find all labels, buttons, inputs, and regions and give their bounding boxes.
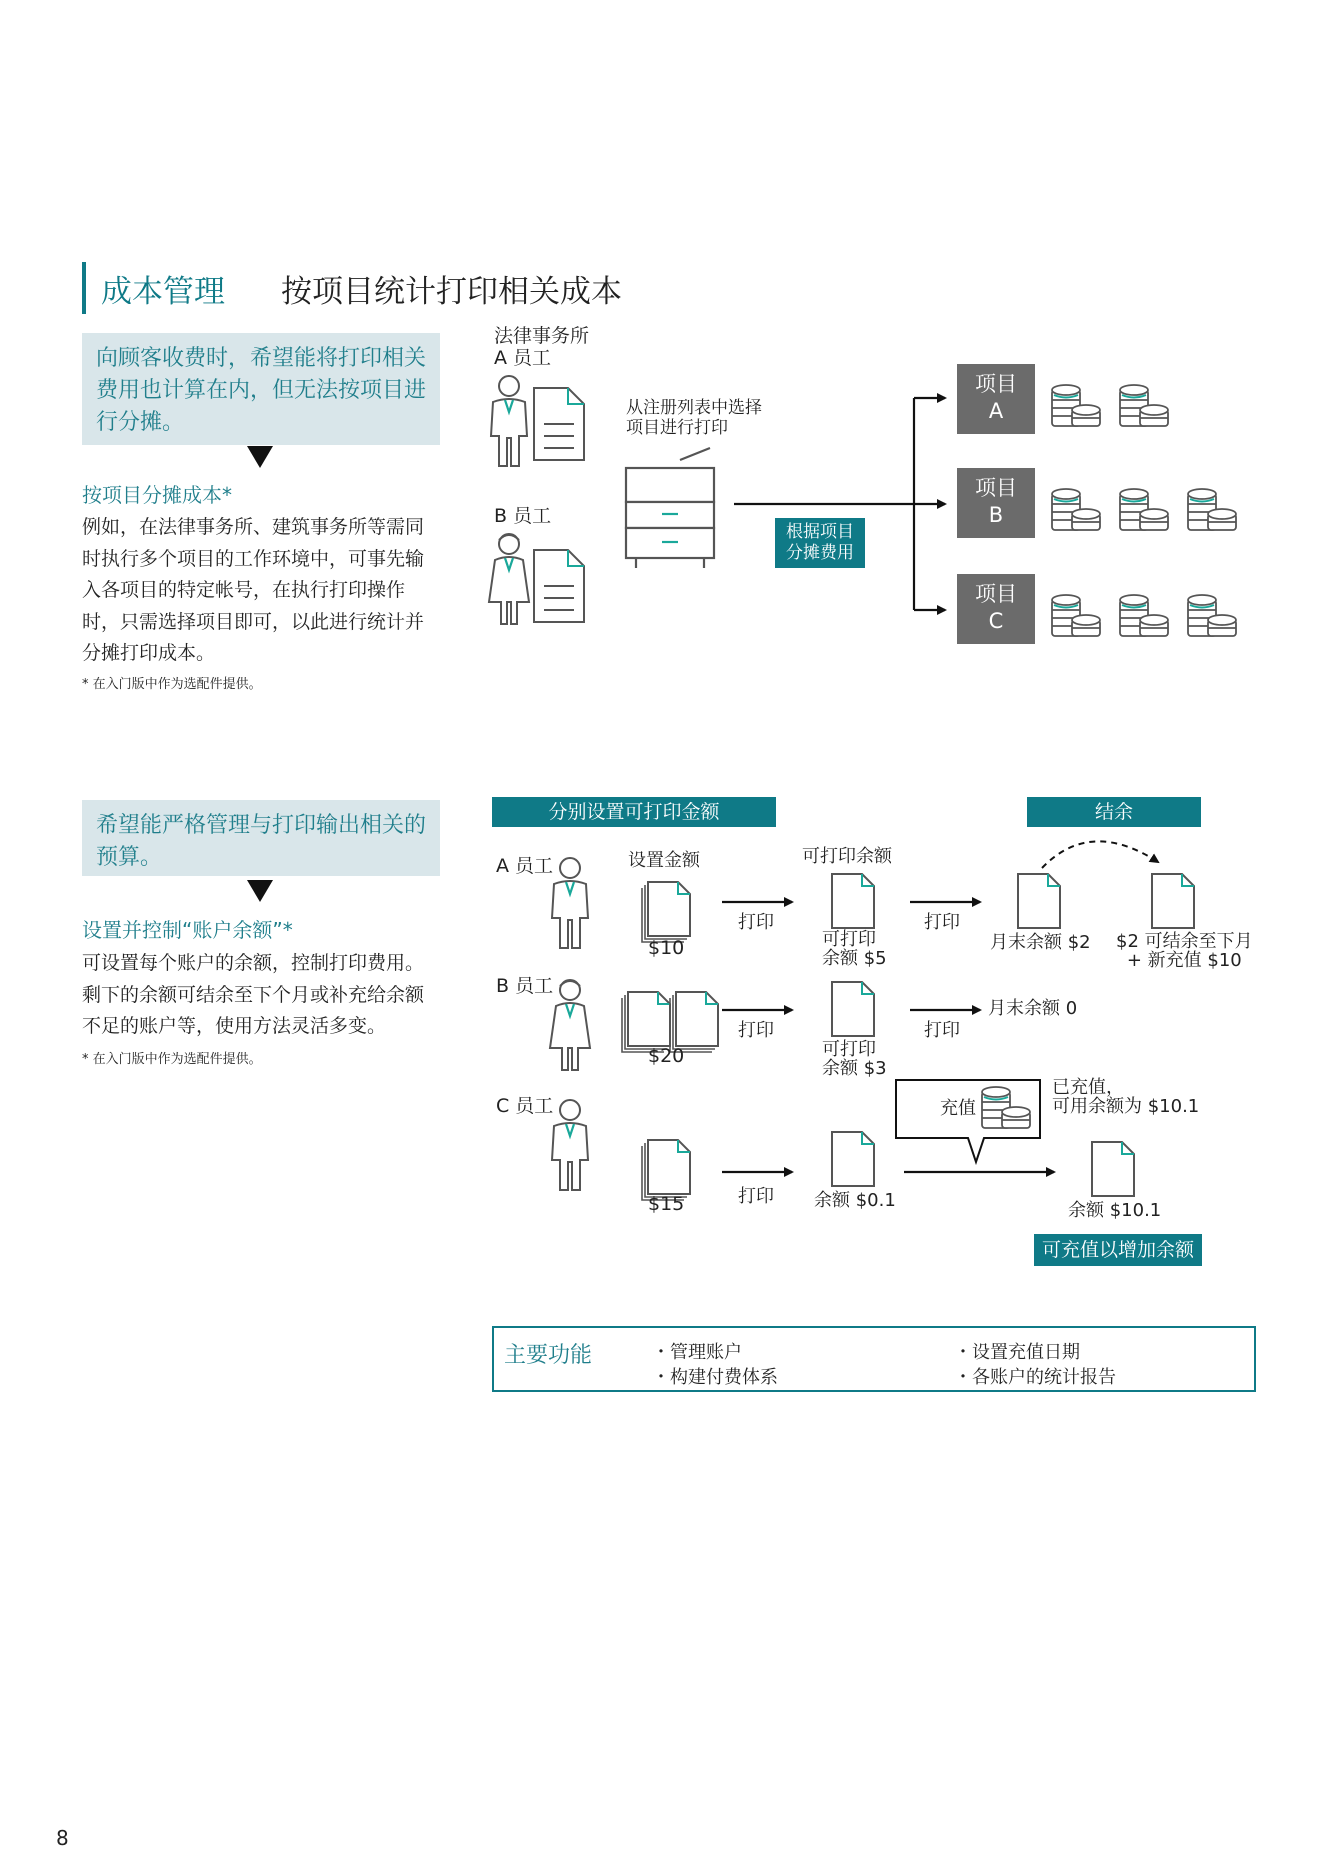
c-remaining-balance: 余额 $0.1	[814, 1190, 896, 1211]
main-features-title: 主要功能	[504, 1343, 593, 1368]
select-project-label-2: 项目进行打印	[626, 418, 728, 438]
b-printable-balance	[822, 1040, 887, 1078]
employee-b-label: B 员工	[494, 505, 552, 527]
project-b-letter: B	[988, 503, 1004, 527]
a-month-end-balance: 月末余额 $2	[990, 932, 1091, 953]
a-printable-line-1: 可打印	[822, 929, 876, 950]
main-features-box	[492, 1326, 1256, 1392]
employee-a-label: A 员工	[496, 855, 554, 877]
a-carry-line-1: $2 可结余至下月	[1116, 931, 1253, 952]
set-amount-column-label: 设置金额	[628, 850, 700, 871]
project-c-box	[957, 574, 1035, 644]
a-printable-line-2: 余额 $5	[822, 948, 887, 969]
recharged-line-2: 可用余额为 $10.1	[1052, 1096, 1200, 1117]
printable-balance-column-label: 可打印余额	[802, 846, 892, 867]
project-b-label: 项目	[975, 476, 1017, 500]
project-a-letter: A	[988, 399, 1004, 423]
a-set-amount: $10	[648, 937, 685, 959]
section1-body: 例如，在法律事务所、建筑事务所等需同时执行多个项目的工作环境中，可事先输入各项目的特定帐号，在执行打印操作时，只需选择项目即可，以此进行统计并分摊打印成本。	[82, 516, 425, 664]
allocate-line-1: 根据项目	[786, 522, 854, 542]
b-printable-line-2: 余额 $3	[822, 1058, 887, 1079]
page-title: 按项目统计打印相关成本	[281, 274, 622, 310]
header-set-amount: 分别设置可打印金额	[492, 797, 776, 827]
project-a-label: 项目	[975, 372, 1017, 396]
section2-subtitle: 设置并控制“账户余额”*	[82, 918, 293, 942]
recharged-line-1: 已充值，	[1052, 1077, 1124, 1098]
c-new-balance: 余额 $10.1	[1068, 1200, 1162, 1221]
project-c-label: 项目	[975, 582, 1017, 606]
b-month-end-balance: 月末余额 0	[988, 998, 1078, 1019]
b-print-label-2: 打印	[924, 1020, 960, 1041]
recharge-label: 充值	[940, 1098, 976, 1119]
allocate-line-2: 分摊费用	[786, 543, 854, 563]
employee-b-label: B 员工	[496, 975, 554, 997]
page-number: 8	[56, 1826, 69, 1850]
feature-item: ・设置充值日期	[954, 1342, 1080, 1363]
project-c-letter: C	[988, 609, 1004, 633]
a-carry-line-2: + 新充值 $10	[1126, 950, 1242, 971]
section1-callout: 向顾客收费时，希望能将打印相关费用也计算在内，但无法按项目进行分摊。	[82, 333, 440, 445]
feature-item: ・各账户的统计报告	[954, 1367, 1116, 1388]
c-set-amount: $15	[648, 1193, 685, 1215]
allocate-cost-badge	[775, 518, 865, 568]
project-b-box	[957, 468, 1035, 538]
section1-subtitle: 按项目分摊成本*	[82, 483, 232, 507]
law-firm-label: 法律事务所	[494, 325, 590, 347]
employee-a-label: A 员工	[494, 347, 552, 369]
employee-c-label: C 员工	[496, 1095, 554, 1117]
feature-item: ・管理账户	[652, 1342, 742, 1363]
section2-body: 可设置每个账户的余额，控制打印费用。剩下的余额可结余至下个月或补充给余额不足的账户等，使用方法灵活多变。	[82, 952, 425, 1037]
section2-callout: 希望能严格管理与打印输出相关的预算。	[82, 800, 440, 876]
a-carry-over	[1116, 932, 1253, 970]
header-balance: 结余	[1027, 797, 1201, 827]
a-printable-balance	[822, 930, 887, 968]
select-project-label: 从注册列表中选择	[626, 398, 762, 418]
project-a-box	[957, 364, 1035, 434]
b-printable-line-1: 可打印	[822, 1039, 876, 1060]
heading-category: 成本管理	[101, 274, 225, 310]
b-set-amount: $20	[648, 1045, 685, 1067]
a-print-label-2: 打印	[924, 912, 960, 933]
section1-note: * 在入门版中作为选配件提供。	[82, 677, 262, 692]
recharge-note-badge: 可充值以增加余额	[1034, 1234, 1202, 1266]
feature-item: ・构建付费体系	[652, 1367, 778, 1388]
c-print-label: 打印	[738, 1186, 774, 1207]
a-print-label: 打印	[738, 912, 774, 933]
b-print-label: 打印	[738, 1020, 774, 1041]
recharged-available-balance	[1052, 1078, 1199, 1116]
section2-note: * 在入门版中作为选配件提供。	[82, 1052, 262, 1067]
